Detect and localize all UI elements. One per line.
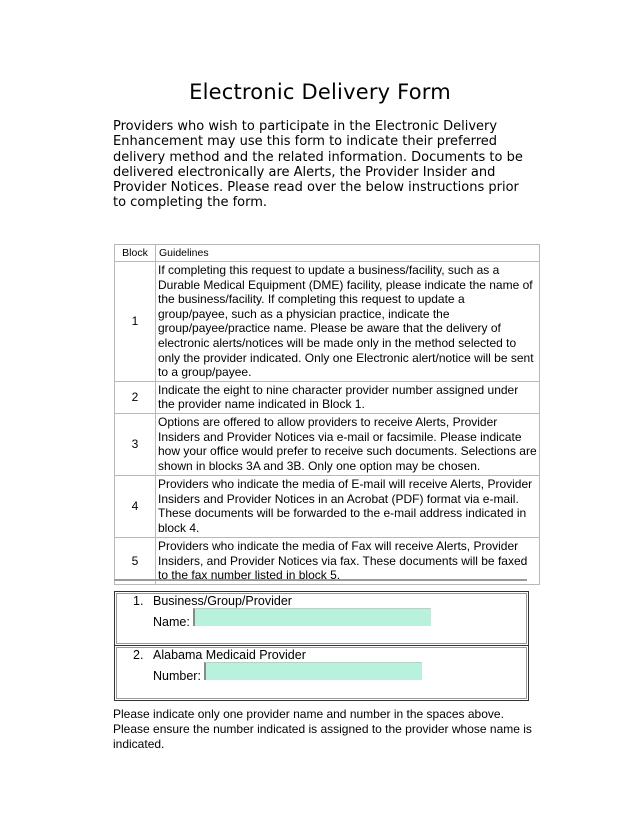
block-number: 1 xyxy=(115,262,156,382)
block-number: 3 xyxy=(115,413,156,475)
table-row xyxy=(115,537,540,584)
intro-paragraph: Providers who wish to participate in the Electronic Delivery Enhancement may use this form to indicate their preferred delivery method and the related information. Documents to be delivered electronically are Alerts, the Provider Insider and Provider Notices. Please read over the below instructions prior to completing the form. xyxy=(113,119,523,211)
table-row xyxy=(115,262,540,382)
guideline-text: Providers who indicate the media of Fax will receive Alerts, Provider Insiders, and Provider Notices via fax. These documents will be faxed to the fax number listed in block 5. xyxy=(156,537,540,584)
header-guidelines: Guidelines xyxy=(156,245,540,262)
field-label: Business/Group/Provider xyxy=(153,594,292,608)
field-label: Alabama Medicaid Provider xyxy=(153,648,306,662)
table-row xyxy=(115,381,540,413)
block-number: 2 xyxy=(115,381,156,413)
guidelines-table xyxy=(114,244,540,585)
field-label-number: Number: xyxy=(153,669,201,683)
guideline-text: Providers who indicate the media of E-mail will receive Alerts, Provider Insiders and Provider Notices in an Acrobat (PDF) format via e-mail. These documents will be forwarded to the e-mail address indicated in block 4. xyxy=(156,475,540,537)
table-row xyxy=(115,475,540,537)
field-number: 1. xyxy=(133,594,144,608)
field-number: 2. xyxy=(133,648,144,662)
block-number: 4 xyxy=(115,475,156,537)
provider-number-input[interactable] xyxy=(204,662,422,680)
form-title: Electronic Delivery Form xyxy=(189,80,451,104)
guideline-text: If completing this request to update a business/facility, such as a Durable Medical Equipment (DME) facility, please indicate the name of the business/facility. If completing this request to update a group/payee, such as a physician practice, indicate the group/payee/practice name. Please be aware that the delivery of electronic alerts/notices will be made only in the method selected to only the provider indicated. Only one Electronic alert/notice will be sent to a group/payee. xyxy=(156,262,540,382)
business-name-input[interactable] xyxy=(193,608,431,626)
header-block: Block xyxy=(115,245,156,262)
provider-number-block xyxy=(114,645,529,701)
guideline-text: Options are offered to allow providers to receive Alerts, Provider Insiders and Provider Notices via e-mail or facsimile. Please indicate how your office would prefer to receive such documents. Selections are shown in blocks 3A and 3B. Only one option may be chosen. xyxy=(156,413,540,475)
block-number: 5 xyxy=(115,537,156,584)
section-divider xyxy=(114,579,527,581)
guideline-text: Indicate the eight to nine character provider number assigned under the provider name indicated in Block 1. xyxy=(156,381,540,413)
instruction-note: Please indicate only one provider name and number in the spaces above. Please ensure the number indicated is assigned to the provider whose name is indicated. xyxy=(113,707,532,751)
field-label-name: Name: xyxy=(153,615,190,629)
table-row xyxy=(115,413,540,475)
business-name-block xyxy=(114,591,529,646)
table-header-row xyxy=(115,245,540,262)
